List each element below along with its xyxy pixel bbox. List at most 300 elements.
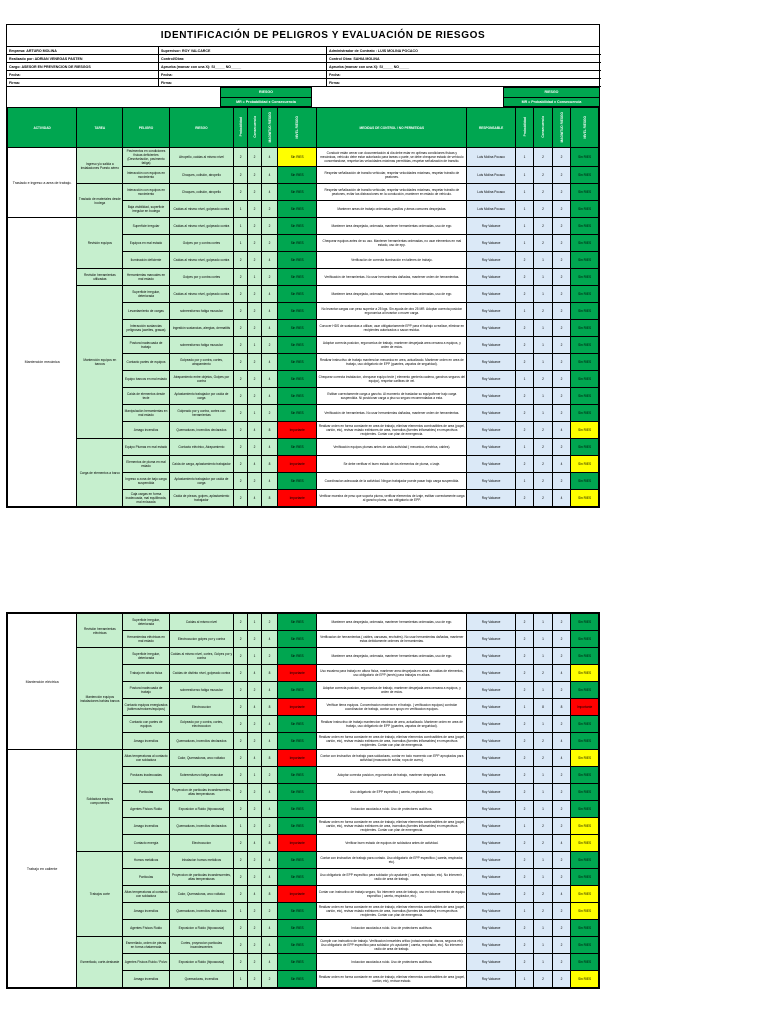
hazard-cell: Pavimentos en condiciones físicas deficientes (Desnivelación, pavimento fatiga) — [123, 148, 169, 167]
responsible-cell: Roy Valcarce — [467, 388, 515, 405]
control-measures-cell: Verificación de herramientas. No usar herramientas dañadas, mantener orden de herramientas. — [317, 269, 467, 286]
hazard-cell: Amago incendios — [123, 422, 169, 439]
residual-probability-cell: 1 — [515, 903, 533, 920]
residual-probability-cell: 2 — [515, 767, 533, 784]
residual-magnitude-cell: 2 — [552, 320, 570, 337]
magnitude-cell: 4 — [261, 252, 277, 269]
risk-cell: Quemaduras, incendios declarados — [169, 422, 234, 439]
probability-cell: 2 — [234, 631, 248, 648]
responsible-cell: Roy Valcarce — [467, 835, 515, 852]
risk-cell: Choques, colisión, atropello — [169, 167, 234, 184]
residual-level-cell: Sin RIES — [571, 937, 599, 954]
control-measures-cell: Respetar señalización de transito vehicular, respetar velocidades máximas, respetar tránsito de peatones, evitar las distracciones en la conducción, mantener en estado de vehículo. — [317, 184, 467, 201]
responsible-cell: Roy Valcarce — [467, 218, 515, 235]
residual-consequence-cell: 8 — [534, 699, 552, 716]
responsible-cell: Luis Molina Pocaco — [467, 184, 515, 201]
residual-consequence-cell: 1 — [534, 954, 552, 971]
risk-cell: Sobreesfuerzo fatiga muscular — [169, 767, 234, 784]
consequence-cell: 2 — [248, 167, 262, 184]
residual-magnitude-cell: 2 — [552, 818, 570, 835]
responsible-cell: Roy Valcarce — [467, 252, 515, 269]
risk-cell: Caídas al mismo nivel, golpeado contra — [169, 218, 234, 235]
residual-probability-cell: 2 — [515, 937, 533, 954]
risk-cell: Calor, Quemaduras, arco voltaico — [169, 886, 234, 903]
control-measures-cell: Verificación equipos plumas antes de cada actividad ( mecanica, electrica, cables). — [317, 439, 467, 456]
control-measures-cell: Induccion asociada a ruido. Uso de protectores auditivos. — [317, 920, 467, 937]
residual-consequence-cell: 1 — [534, 937, 552, 954]
residual-probability-cell: 2 — [515, 784, 533, 801]
probability-cell: 2 — [234, 286, 248, 303]
risk-level-cell: Sin RIES — [278, 473, 317, 490]
residual-probability-cell: 2 — [515, 801, 533, 818]
hazard-cell: Agentes Físicos Ruido — [123, 920, 169, 937]
table-row — [8, 439, 599, 456]
probability-cell: 2 — [234, 439, 248, 456]
risk-cell: Golpes por y contra cortes — [169, 269, 234, 286]
control-measures-cell: Mantener area despejada, ordenada, mantener herramientas ordenadas, uso de epp. — [317, 614, 467, 631]
header-field: Administrador de Contrato : LUIS MOLINA POCACO — [327, 47, 601, 55]
probability-cell: 2 — [234, 852, 248, 869]
hazard-cell: Interacción con equipos en movimiento — [123, 167, 169, 184]
hazard-cell: Baja visibilidad, superficie irregular en bodega — [123, 201, 169, 218]
header-field: Firma: — [7, 79, 159, 87]
residual-consequence-cell: 1 — [534, 784, 552, 801]
residual-magnitude-cell: 2 — [552, 869, 570, 886]
residual-magnitude-cell: 2 — [552, 473, 570, 490]
probability-cell: 2 — [234, 784, 248, 801]
table-row — [8, 269, 599, 286]
residual-probability-cell: 2 — [515, 490, 533, 507]
residual-magnitude-cell: 2 — [552, 167, 570, 184]
control-measures-cell: Verificar muestra de peso que soporta pluma, verificar elementos de izaje, estibar correctamente carga al gancho pluma, uso obligatorio de EPP. — [317, 490, 467, 507]
residual-magnitude-cell: 2 — [552, 614, 570, 631]
residual-consequence-cell: 2 — [534, 201, 552, 218]
control-measures-cell: Verificación de herramientas. No usar herramientas dañadas, mantener orden de herramientas. — [317, 405, 467, 422]
residual-magnitude-cell: 2 — [552, 354, 570, 371]
residual-consequence-cell: 1 — [534, 405, 552, 422]
magnitude-cell: 4 — [261, 286, 277, 303]
risk-level-cell: Sin RIES — [278, 218, 317, 235]
column-header: PELIGRO — [123, 108, 169, 148]
residual-consequence-cell: 1 — [534, 337, 552, 354]
residual-consequence-cell: 2 — [534, 235, 552, 252]
residual-probability-cell: 1 — [515, 201, 533, 218]
residual-consequence-cell: 2 — [534, 490, 552, 507]
activity-cell: Mantención eléctrica — [8, 614, 77, 750]
responsible-cell: Roy Valcarce — [467, 235, 515, 252]
residual-consequence-cell: 1 — [534, 252, 552, 269]
consequence-cell: 4 — [248, 699, 262, 716]
residual-probability-cell: 2 — [515, 320, 533, 337]
hazard-cell: Contacto equipos energizados (tableros/motores/equipos) — [123, 699, 169, 716]
residual-magnitude-cell: 2 — [552, 954, 570, 971]
probability-cell: 2 — [234, 920, 248, 937]
consequence-cell: 2 — [248, 784, 262, 801]
control-measures-cell: Verificar buen estado de equipos de soldadura antes de actividad. — [317, 835, 467, 852]
residual-level-cell: Sin RIES — [571, 490, 599, 507]
risk-cell: Aplastamiento trabajador por caída de carga — [169, 388, 234, 405]
header-info-block — [7, 47, 599, 87]
consequence-cell: 1 — [248, 405, 262, 422]
residual-probability-cell: 2 — [515, 920, 533, 937]
responsible-cell: Luis Molina Pocaco — [467, 201, 515, 218]
probability-cell: 2 — [234, 699, 248, 716]
hazard-cell: Superficie irregular, deteriorada — [123, 614, 169, 631]
residual-magnitude-cell: 2 — [552, 682, 570, 699]
residual-consequence-cell: 1 — [534, 682, 552, 699]
task-cell: Mantención equipos en bancos — [77, 286, 123, 439]
activity-cell: Trabajo en caliente — [8, 750, 77, 988]
consequence-cell: 2 — [248, 184, 262, 201]
residual-magnitude-cell: 2 — [552, 439, 570, 456]
magnitude-cell: 4 — [261, 801, 277, 818]
page-title: IDENTIFICACIÓN DE PELIGROS Y EVALUACIÓN DE RIESGOS — [7, 25, 599, 47]
column-header: Probabilidad — [234, 108, 248, 148]
risk-level-cell: Sin RIES — [278, 388, 317, 405]
magnitude-cell: 8 — [261, 456, 277, 473]
magnitude-cell: 4 — [261, 852, 277, 869]
residual-magnitude-cell: 2 — [552, 971, 570, 988]
column-header: MAGNITUD RIESGO — [552, 108, 570, 148]
residual-probability-cell: 2 — [515, 750, 533, 767]
control-measures-cell: Verificar tierra equipos. Concentracion maxima en el trabajo. ( verificacion equipos) controlar coordinacion de trabajo, contar con apoyo en verificacion equipos. — [317, 699, 467, 716]
residual-risk-block — [503, 87, 600, 107]
control-measures-cell: Adoptar correcta posicion, ergonomica de trabajo, mantener despejada area cercana a equipos, y orden de estos. — [317, 682, 467, 699]
residual-consequence-cell: 2 — [534, 148, 552, 167]
probability-cell: 2 — [234, 320, 248, 337]
hazard-cell: Altas temperaturas al contacto con soldadura — [123, 886, 169, 903]
column-header: Consecuencia — [248, 108, 262, 148]
hazard-cell: Equipo bancos en mal estado — [123, 371, 169, 388]
header-field: Control Obra: SAHIA MOLINA — [327, 55, 601, 63]
risk-level-cell: Sin RIES — [278, 167, 317, 184]
consequence-cell: 1 — [248, 767, 262, 784]
residual-magnitude-cell: 4 — [552, 886, 570, 903]
consequence-cell: 2 — [248, 473, 262, 490]
residual-probability-cell: 2 — [515, 886, 533, 903]
residual-magnitude-cell: 2 — [552, 716, 570, 733]
residual-consequence-cell: 2 — [534, 903, 552, 920]
responsible-cell: Roy Valcarce — [467, 886, 515, 903]
consequence-cell: 2 — [248, 682, 262, 699]
control-measures-cell: Realizar orden en forma constante en area de trabajo, eliminar elementos combustibles de area (papel, cartón, etc), revisar estado extintores de area, incendios (fuentes inflamables) en respectivos recipientes. Contar con plan de emergencia. — [317, 903, 467, 920]
residual-risk-title: RIESGO — [544, 90, 559, 94]
magnitude-cell: 2 — [261, 971, 277, 988]
residual-level-cell: Sin RIES — [571, 614, 599, 631]
risk-level-cell: Sin RIES — [278, 235, 317, 252]
control-measures-cell: Mantener area despejada, ordenada, mantener herramientas ordenadas, uso de epp. — [317, 648, 467, 665]
hazard-cell: Interacción con equipos en movimiento — [123, 184, 169, 201]
risk-cell: Golpes por y contra cortes — [169, 235, 234, 252]
residual-level-cell: Sin RIES — [571, 869, 599, 886]
residual-consequence-cell: 2 — [534, 750, 552, 767]
probability-cell: 2 — [234, 490, 248, 507]
residual-level-cell: Sin RIES — [571, 733, 599, 750]
risk-level-cell: Sin RIES — [278, 852, 317, 869]
hazard-cell: Trabajo en altura física — [123, 665, 169, 682]
responsible-cell: Roy Valcarce — [467, 473, 515, 490]
magnitude-cell: 4 — [261, 733, 277, 750]
residual-level-cell: Sin RIES — [571, 201, 599, 218]
risk-cell: Quemaduras, incendios declarados — [169, 903, 234, 920]
residual-level-cell: Sin RIES — [571, 818, 599, 835]
residual-probability-cell: 1 — [515, 184, 533, 201]
column-header: NIVEL RIESGO — [278, 108, 317, 148]
responsible-cell: Roy Valcarce — [467, 767, 515, 784]
risk-level-cell: Sin RIES — [278, 784, 317, 801]
risk-level-cell: Sin RIES — [278, 801, 317, 818]
hazard-cell: Postura inadecuada de trabajo — [123, 337, 169, 354]
residual-consequence-cell: 2 — [534, 303, 552, 320]
risk-level-cell: Sin RIES — [278, 371, 317, 388]
control-measures-cell: Uso obligatorio de EPP especifico ( careta, respirador, etc). — [317, 784, 467, 801]
residual-probability-cell: 2 — [515, 631, 533, 648]
column-header: MAGNITUD RIESGO — [261, 108, 277, 148]
magnitude-cell: 8 — [261, 886, 277, 903]
header-field: Cargo: ASESOR EN PREVENCION DE RIESGOS — [7, 63, 159, 71]
residual-magnitude-cell: 4 — [552, 456, 570, 473]
residual-probability-cell: 2 — [515, 835, 533, 852]
consequence-cell: 2 — [248, 201, 262, 218]
probability-cell: 2 — [234, 937, 248, 954]
risk-level-cell: Sin RIES — [278, 920, 317, 937]
control-measures-cell: Contar con instructivo de trabajo para cortado. Uso obligatorio de EPP especifico ( careta, respirador, etc). — [317, 852, 467, 869]
control-measures-cell: Respetar señalización de transito vehicular, respetar velocidades máximas, respetar tránsito de peatones. — [317, 167, 467, 184]
consequence-cell: 2 — [248, 303, 262, 320]
magnitude-cell: 4 — [261, 167, 277, 184]
magnitude-cell: 8 — [261, 699, 277, 716]
risk-level-cell: Sin RIES — [278, 682, 317, 699]
hazard-cell: Superficie irregular, deteriorada — [123, 286, 169, 303]
residual-probability-cell: 2 — [515, 614, 533, 631]
residual-probability-cell: 2 — [515, 354, 533, 371]
residual-level-cell: Sin RIES — [571, 920, 599, 937]
consequence-cell: 2 — [248, 954, 262, 971]
risk-level-cell: Sin RIES — [278, 286, 317, 303]
magnitude-cell: 4 — [261, 954, 277, 971]
hazard-cell: Superficie irregular, deteriorada — [123, 648, 169, 665]
responsible-cell: Roy Valcarce — [467, 490, 515, 507]
risk-cell: Quemaduras, incendios declarados — [169, 818, 234, 835]
hazard-cell: Superficie irregular — [123, 218, 169, 235]
hazard-cell: Levantamiento de cargas — [123, 303, 169, 320]
risk-level-cell: Sin RIES — [278, 614, 317, 631]
hazard-cell: Amago incendios — [123, 971, 169, 988]
consequence-cell: 2 — [248, 801, 262, 818]
hazard-cell: Herramientas manuales en mal estado — [123, 269, 169, 286]
risk-level-cell: Sin RIES — [278, 767, 317, 784]
magnitude-cell: 2 — [261, 405, 277, 422]
probability-cell: 2 — [234, 648, 248, 665]
task-cell: Revisión equipos — [77, 218, 123, 269]
consequence-cell: 2 — [248, 235, 262, 252]
residual-magnitude-cell: 2 — [552, 371, 570, 388]
residual-consequence-cell: 2 — [534, 371, 552, 388]
residual-level-cell: Sin RIES — [571, 405, 599, 422]
risk-cell: Aplastamiento trabajador por caída de carga — [169, 473, 234, 490]
table-row — [8, 614, 599, 631]
probability-cell: 2 — [234, 167, 248, 184]
risk-cell: Caídas al mismo nivel, golpeado contra — [169, 252, 234, 269]
residual-magnitude-cell: 2 — [552, 767, 570, 784]
residual-consequence-cell: 1 — [534, 716, 552, 733]
residual-level-cell: Sin RIES — [571, 354, 599, 371]
responsible-cell: Roy Valcarce — [467, 818, 515, 835]
residual-probability-cell: 2 — [515, 682, 533, 699]
residual-magnitude-cell: 2 — [552, 631, 570, 648]
consequence-cell: 1 — [248, 614, 262, 631]
risk-cell: Electrocucion — [169, 699, 234, 716]
responsible-cell: Roy Valcarce — [467, 422, 515, 439]
risk-cell: Electrocucion — [169, 835, 234, 852]
residual-level-cell: Sin RIES — [571, 252, 599, 269]
risk-cell: Inhalacion humos metálicos — [169, 852, 234, 869]
consequence-cell: 1 — [248, 269, 262, 286]
residual-consequence-cell: 1 — [534, 320, 552, 337]
residual-consequence-cell: 2 — [534, 422, 552, 439]
column-header: Consecuencia — [534, 108, 552, 148]
hazard-cell: Ingreso a zona de bajo carga suspendida — [123, 473, 169, 490]
consequence-cell: 2 — [248, 631, 262, 648]
residual-level-cell: Sin RIES — [571, 784, 599, 801]
responsible-cell: Roy Valcarce — [467, 784, 515, 801]
probability-cell: 1 — [234, 971, 248, 988]
risk-matrix-sheet-1 — [6, 24, 600, 508]
residual-consequence-cell: 1 — [534, 648, 552, 665]
residual-level-cell: Sin RIES — [571, 235, 599, 252]
residual-magnitude-cell: 2 — [552, 648, 570, 665]
risk-level-cell: Importante — [278, 886, 317, 903]
risk-level-cell: Sin RIES — [278, 320, 317, 337]
responsible-cell: Roy Valcarce — [467, 371, 515, 388]
hazard-cell: Partículas — [123, 784, 169, 801]
control-measures-cell: Realizar orden en forma constante en area de trabajo, eliminar elementos combustibles de area (papel, cartón, etc), revisar estado. — [317, 971, 467, 988]
hazard-cell: Amago incendios — [123, 733, 169, 750]
residual-probability-cell: 2 — [515, 286, 533, 303]
risk-cell: Exposicion a Ruido (hipoacusia) — [169, 954, 234, 971]
risk-level-cell: Sin RIES — [278, 937, 317, 954]
control-measures-cell: Contar con instructivo de trabajo para soldaduras, contar en todo momento con EPP apropiados para actividad (mascara de soldar, ropa de cuero). — [317, 750, 467, 767]
risk-level-cell: Sin RIES — [278, 405, 317, 422]
magnitude-cell: 2 — [261, 648, 277, 665]
risk-level-cell: Sin RIES — [278, 252, 317, 269]
risk-level-cell: Sin RIES — [278, 733, 317, 750]
residual-consequence-cell: 2 — [534, 835, 552, 852]
risk-cell: sobreesfuerzo fatiga muscular — [169, 682, 234, 699]
residual-magnitude-cell: 2 — [552, 252, 570, 269]
hazard-cell: Caja cargas en forma inadecuada, mal equilibrada, mal enlazada — [123, 490, 169, 507]
residual-magnitude-cell: 2 — [552, 201, 570, 218]
header-field: Control/Obra: — [159, 55, 327, 63]
consequence-cell: 2 — [248, 320, 262, 337]
residual-level-cell: Sin RIES — [571, 716, 599, 733]
risk-cell: Calor, Quemaduras, arco voltaico — [169, 750, 234, 767]
magnitude-cell: 4 — [261, 869, 277, 886]
consequence-cell: 4 — [248, 665, 262, 682]
residual-magnitude-cell: 4 — [552, 490, 570, 507]
residual-magnitude-cell: 2 — [552, 184, 570, 201]
probability-cell: 1 — [234, 818, 248, 835]
residual-level-cell: Sin RIES — [571, 971, 599, 988]
residual-magnitude-cell: 4 — [552, 733, 570, 750]
responsible-cell: Roy Valcarce — [467, 337, 515, 354]
table-row — [8, 218, 599, 235]
risk-level-cell: Sin RIES — [278, 269, 317, 286]
magnitude-cell: 8 — [261, 665, 277, 682]
responsible-cell: Roy Valcarce — [467, 320, 515, 337]
column-header: MEDIDAS DE CONTROL / NO PERMITIDAS — [317, 108, 467, 148]
probability-cell: 2 — [234, 184, 248, 201]
probability-cell: 2 — [234, 716, 248, 733]
consequence-cell: 2 — [248, 869, 262, 886]
table-row — [8, 286, 599, 303]
residual-consequence-cell: 2 — [534, 733, 552, 750]
residual-level-cell: Sin RIES — [571, 303, 599, 320]
risk-cell: Caídas de distinto nivel, golpeado contra — [169, 665, 234, 682]
probability-cell: 2 — [234, 371, 248, 388]
header-field: Aprueba (marcar con una X): SI_____ NO_____ — [327, 63, 601, 71]
risk-cell: Golpeado por y contra, cortes con herramientas — [169, 405, 234, 422]
risk-cell: Proyeccion de partículas incandescentes, altas temperaturas — [169, 784, 234, 801]
hazard-cell: Equipos en mal estado — [123, 235, 169, 252]
task-cell: Esmerilado, corte-desbaste — [77, 937, 123, 988]
activity-cell: Traslado e ingreso a area de trabajo. — [8, 148, 77, 218]
residual-probability-cell: 2 — [515, 388, 533, 405]
consequence-cell: 2 — [248, 903, 262, 920]
responsible-cell: Roy Valcarce — [467, 631, 515, 648]
residual-level-cell: Sin RIES — [571, 320, 599, 337]
risk-cell: Exposicion a Ruido (hipoacusia) — [169, 801, 234, 818]
residual-probability-cell: 2 — [515, 733, 533, 750]
risk-level-cell: Sin RIES — [278, 354, 317, 371]
residual-level-cell: Sin RIES — [571, 388, 599, 405]
residual-consequence-cell: 2 — [534, 439, 552, 456]
task-cell: Soldadura equipos componentes — [77, 750, 123, 852]
residual-consequence-cell: 1 — [534, 286, 552, 303]
activity-cell: Mantención mecánica — [8, 218, 77, 507]
risk-table-1 — [7, 107, 599, 507]
risk-cell: Quemaduras, incendios — [169, 971, 234, 988]
responsible-cell: Roy Valcarce — [467, 665, 515, 682]
residual-level-cell: Sin RIES — [571, 665, 599, 682]
header-field: Realizado por: ADRIAN VENEGAS PASTEN — [7, 55, 159, 63]
probability-cell: 1 — [234, 218, 248, 235]
probability-cell: 2 — [234, 733, 248, 750]
risk-cell: Caída de carga, aplastamiento trabajador — [169, 456, 234, 473]
responsible-cell: Roy Valcarce — [467, 648, 515, 665]
header-field: Empresa: ARTURO MOLINA — [7, 47, 159, 55]
task-cell: Ingreso y/o salida a instalaciones Puesto aéreo — [77, 148, 123, 184]
table-row — [8, 648, 599, 665]
risk-level-cell: Sin RIES — [278, 903, 317, 920]
magnitude-cell: 4 — [261, 920, 277, 937]
residual-probability-cell: 1 — [515, 235, 533, 252]
table-row — [8, 750, 599, 767]
residual-consequence-cell: 2 — [534, 665, 552, 682]
magnitude-cell: 8 — [261, 490, 277, 507]
magnitude-cell: 2 — [261, 337, 277, 354]
risk-level-cell: Sin RIES — [278, 869, 317, 886]
responsible-cell: Roy Valcarce — [467, 920, 515, 937]
control-measures-cell: Coordinacion adecuada de la actividad. Ningun trabajador puede pasar bajo carga suspendida. — [317, 473, 467, 490]
magnitude-cell: 4 — [261, 354, 277, 371]
responsible-cell: Roy Valcarce — [467, 614, 515, 631]
control-measures-cell: Realizar orden en forma constante en area de trabajo, eliminar elementos combustibles de area (papel, cartón, etc), revisar estado extintores de area, incendios (fuentes inflamables) en respectivos recipientes. Contar con plan de emergencia. — [317, 422, 467, 439]
residual-magnitude-cell: 2 — [552, 269, 570, 286]
probability-cell: 2 — [234, 767, 248, 784]
residual-probability-cell: 1 — [515, 473, 533, 490]
control-measures-cell: Contar con instructivo de trabajo seguro, No intervenir area de trabajo, uso en todo momento de equipo especifico ( careta, respirador, etc). — [317, 886, 467, 903]
